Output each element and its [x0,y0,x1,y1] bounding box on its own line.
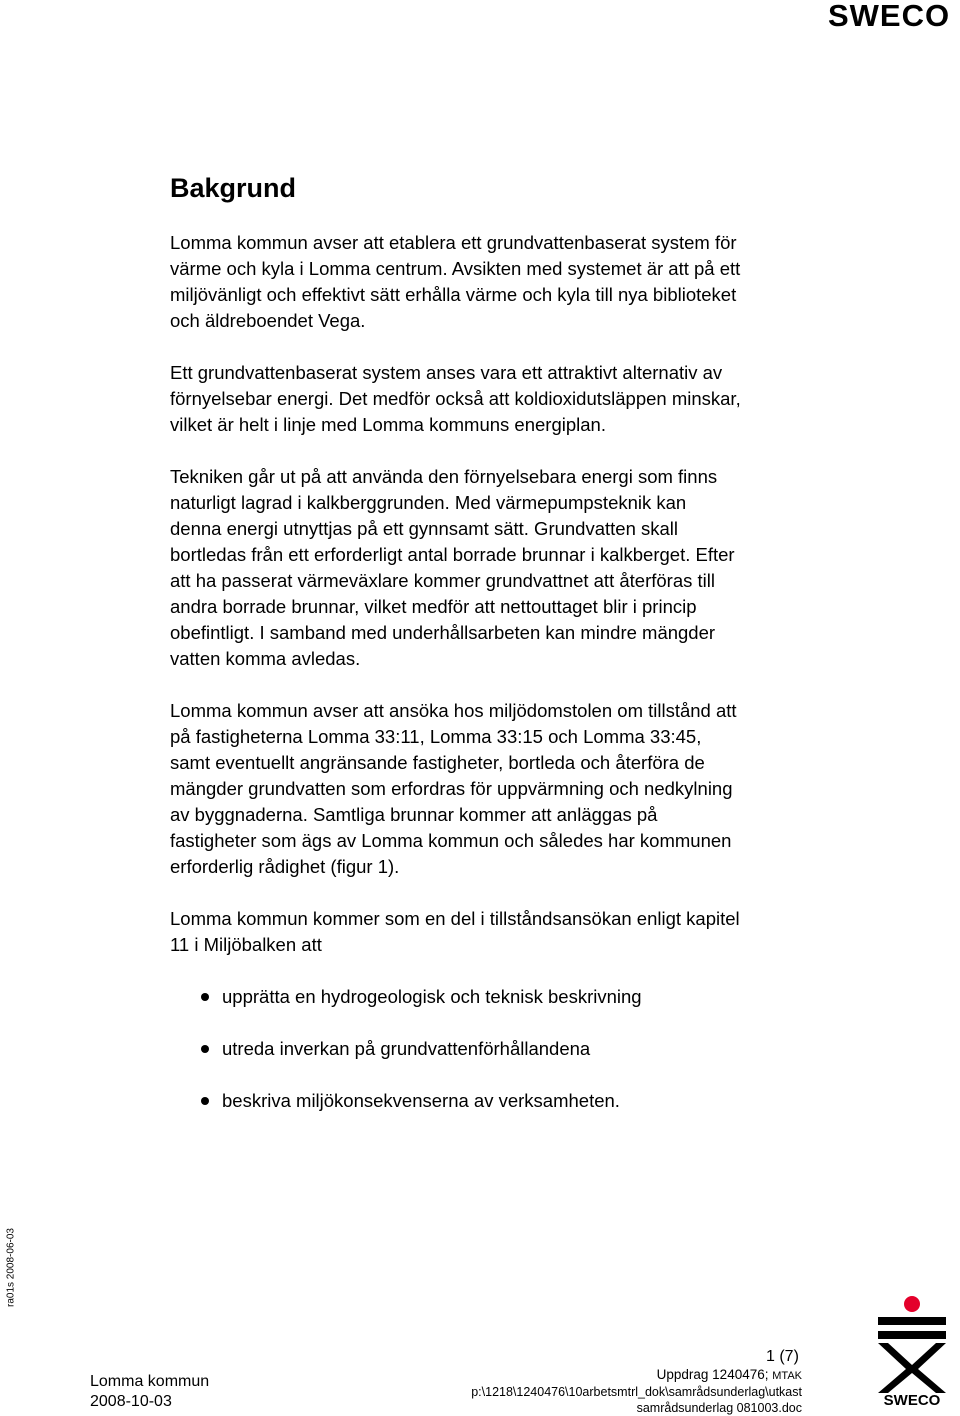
footer-filename: samrådsunderlag 081003.doc [636,1401,802,1415]
sweco-logo-header: SWECO [828,0,951,33]
footer-date: 2008-10-03 [90,1393,172,1410]
template-version-label: ra01s 2008-06-03 [5,1228,17,1307]
bullet-icon [201,1097,209,1105]
list-item [170,984,830,1010]
footer-client: Lomma kommun [90,1373,210,1390]
footer-initials: MTAK [772,1370,802,1382]
bullet-icon [201,1045,209,1053]
paragraph-background-intro: Lomma kommun avser att etablera ett grundvattenbaserat system för värme och kyla i Lomma centrum. Avsikten med systemet är att på ett miljövänligt och effektivt sätt erhålla värme och kyla till nya biblioteket och äldreboendet Vega. [170,232,741,331]
page-number: 1 (7) [766,1348,799,1365]
footer-assignment: Uppdrag 1240476; [656,1367,769,1382]
document-body [170,230,830,1140]
list-item-text: beskriva miljökonsekvenserna av verksamheten. [222,1090,620,1111]
footer-reference-block [471,1367,802,1416]
footer-client-block [90,1372,209,1412]
footer-assignment-line [471,1367,802,1384]
task-list [170,984,830,1114]
paragraph-environmental-code: Lomma kommun kommer som en del i tillståndsansökan enligt kapitel 11 i Miljöbalken att [170,908,740,955]
paragraph-technique: Tekniken går ut på att använda den förnyelsebara energi som finns naturligt lagrad i kalkberggrunden. Med värmepumpsteknik kan denna energi utnyttjas på ett gynnsamt sätt. Grundvatten skall bortledas från ett erforderligt antal borrade brunnar i kalkberget. Efter att ha passerat värmeväxlare kommer grundvattnet att återföras till andra borrade brunnar, vilket medför att nettouttaget blir i princip obefintligt. I samband med underhållsarbeten kan mindre mängder vatten komma avledas. [170,466,735,669]
logo-bar-bottom [878,1331,946,1339]
logo-cross-shape [878,1343,946,1393]
list-item-text: upprätta en hydrogeologisk och teknisk beskrivning [222,986,642,1007]
sweco-logo-icon [872,1295,952,1407]
list-item [170,1088,830,1114]
footer-file-path: p:\1218\1240476\10arbetsmtrl_dok\samrådsunderlag\utkast [471,1385,802,1399]
logo-bar-top [878,1317,946,1325]
list-item [170,1036,830,1062]
list-item-text: utreda inverkan på grundvattenförhållandena [222,1038,591,1059]
paragraph-permit-application: Lomma kommun avser att ansöka hos miljödomstolen om tillstånd att på fastigheterna Lomma 33:11, Lomma 33:15 och Lomma 33:45, samt eventuellt angränsande fastigheter, bortleda och återföra de mängder grundvatten som erfordras för uppvärmning och nedkylning av byggnaderna. Samtliga brunnar kommer att anläggas på fastigheter som ägs av Lomma kommun och således har kommunen erforderlig rådighet (figur 1). [170,700,737,877]
section-heading: Bakgrund [170,173,297,203]
paragraph-renewable-energy: Ett grundvattenbaserat system anses vara ett attraktivt alternativ av förnyelsebar energi. Det medför också att koldioxidutsläppen minskar, vilket är helt i linje med Lomma kommuns energiplan. [170,362,741,435]
bullet-icon [201,993,209,1001]
logo-wordmark: SWECO [883,1392,941,1407]
logo-red-dot [904,1296,920,1312]
